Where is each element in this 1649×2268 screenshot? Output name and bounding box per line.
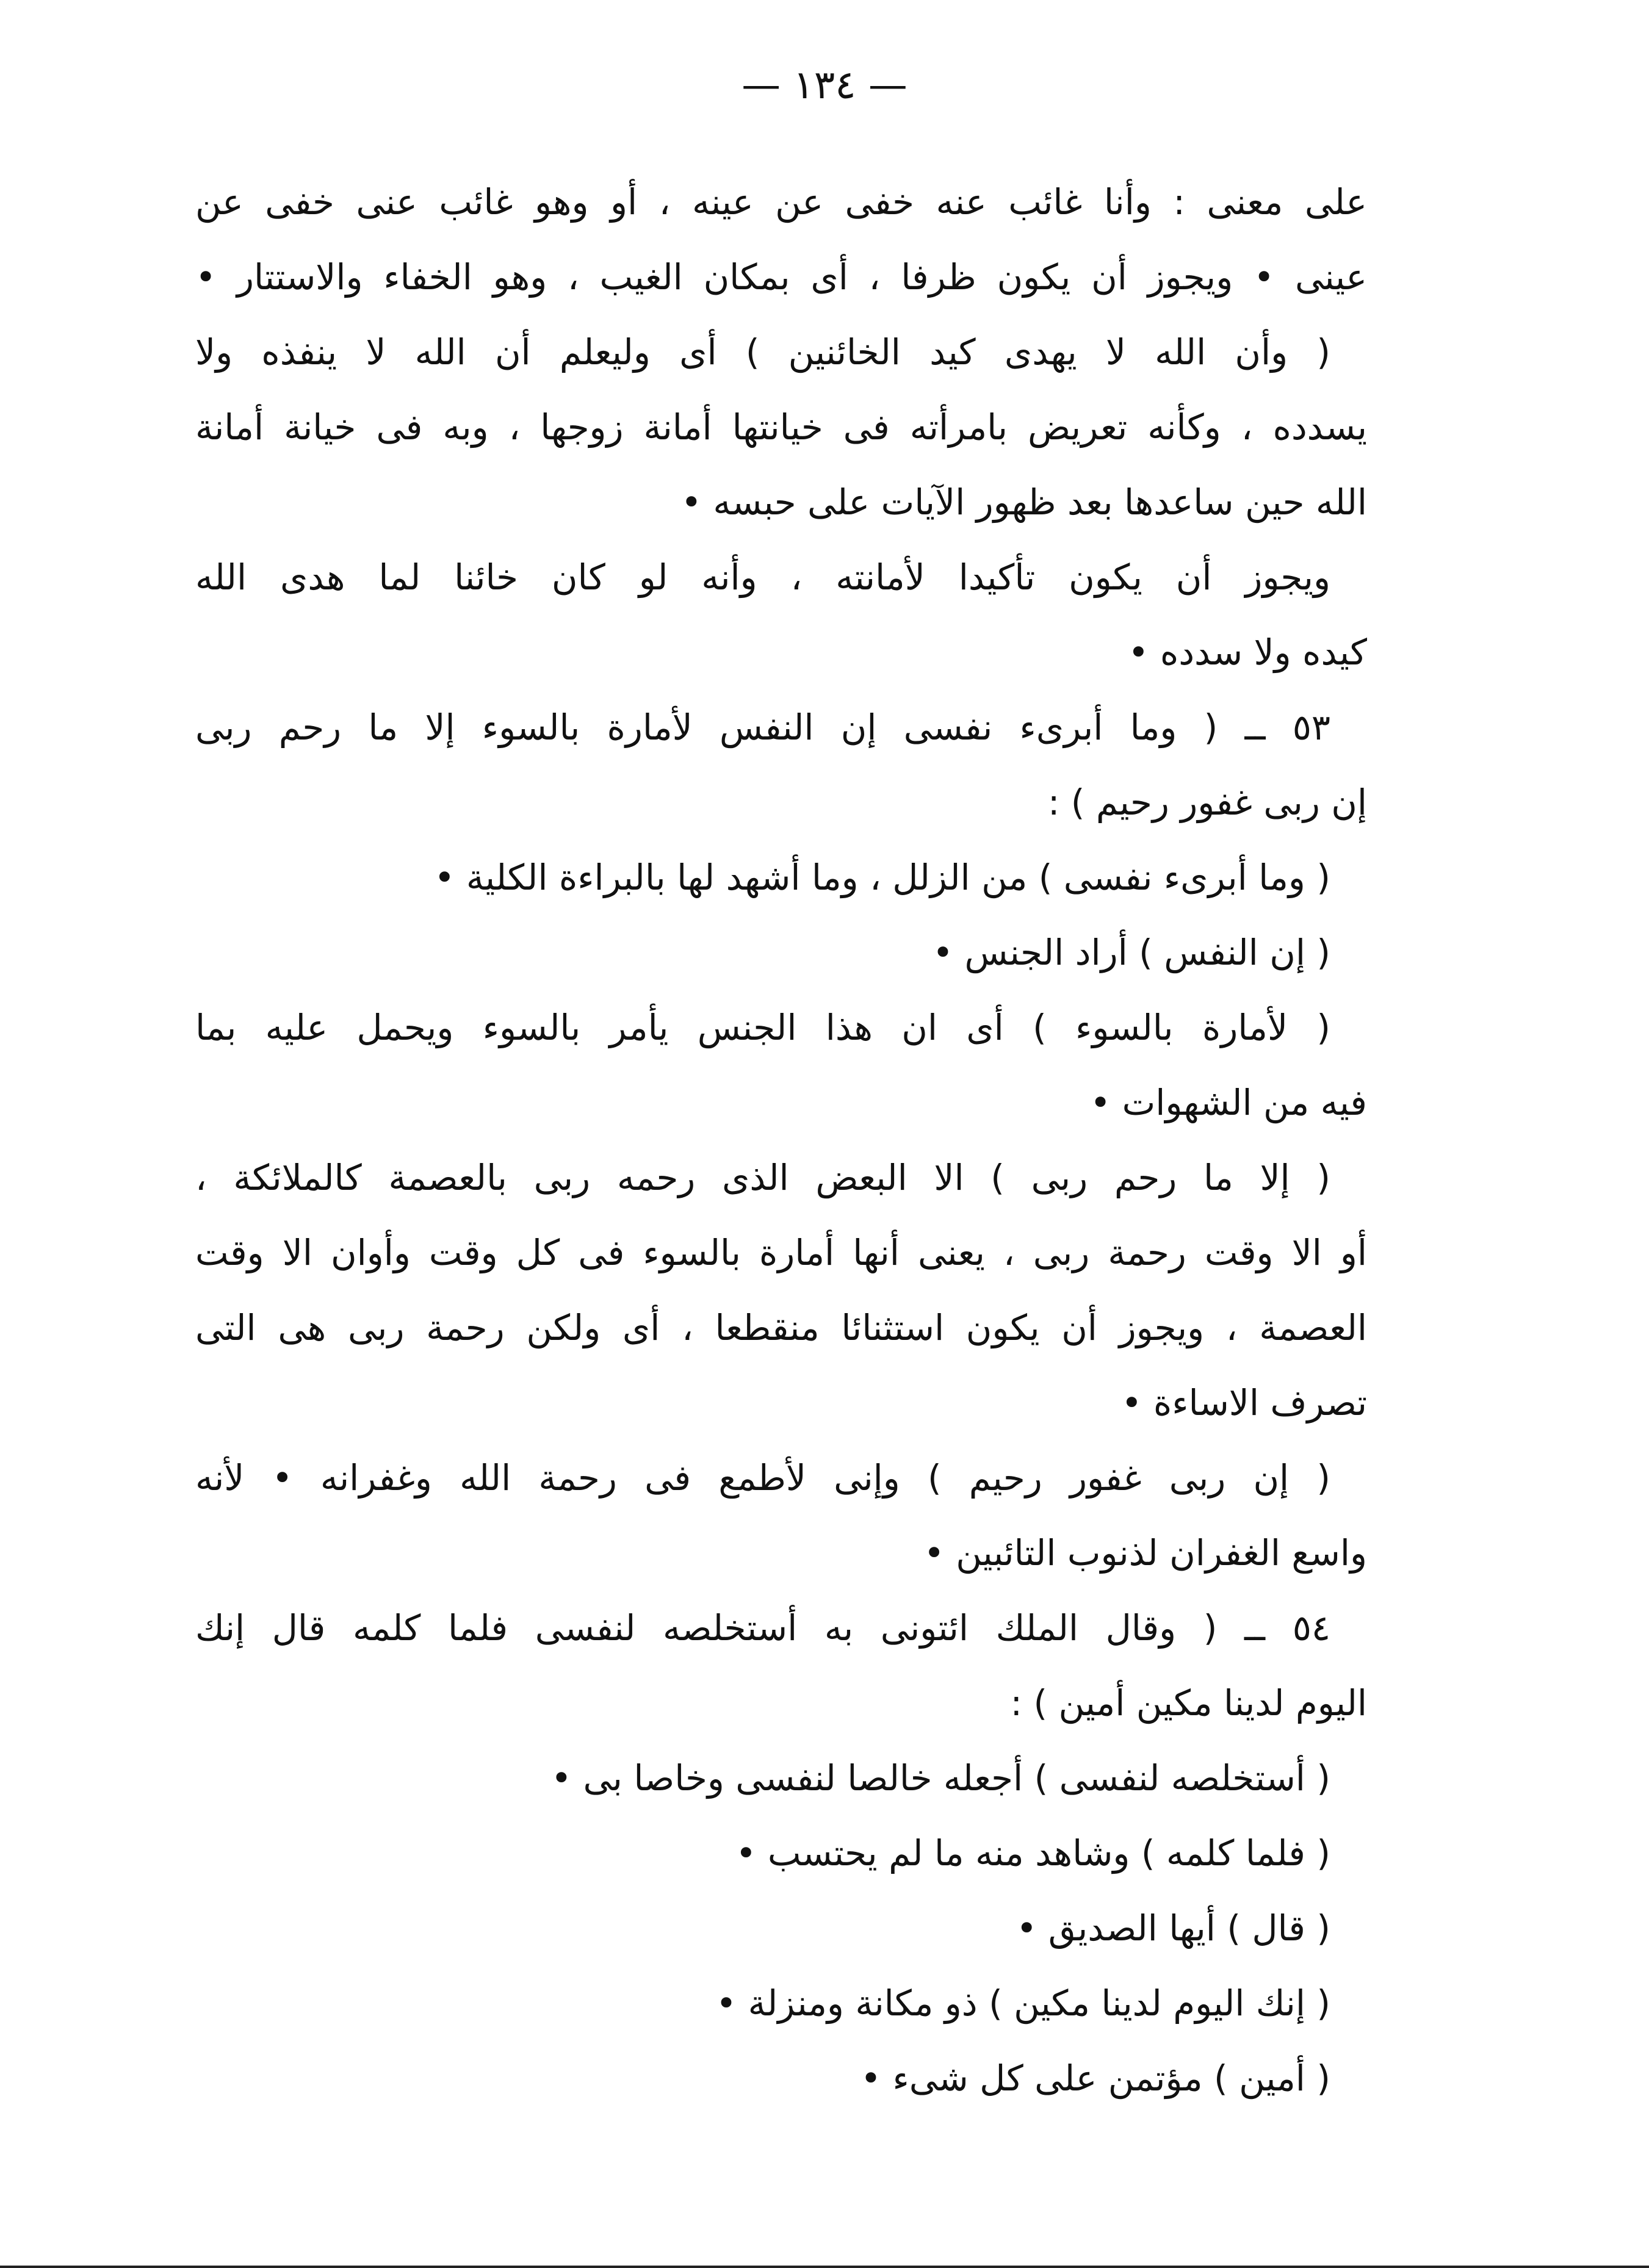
text-line: الله حين ساعدها بعد ظهور الآيات على حبسه • [680, 481, 1367, 523]
page-number: — ١٣٤ — [742, 63, 907, 108]
text-line: ( أمين ) مؤتمن على كل شىء • [860, 2057, 1330, 2099]
text-line: ويجوز أن يكون تأكيدا لأمانته ، وأنه لو كان خائنا لما هدى الله [195, 556, 1330, 598]
text-line: ٥٣ ــ ( وما أبرىء نفسى إن النفس لأمارة بالسوء إلا ما رحم ربى [195, 707, 1330, 748]
text-line: ( إن ربى غفور رحيم ) وإنى لأطمع فى رحمة الله وغفرانه • لأنه [195, 1457, 1330, 1499]
text-line: واسع الغفران لذنوب التائبين • [923, 1532, 1367, 1574]
page-body [195, 165, 1367, 2116]
text-line: يسدده ، وكأنه تعريض بامرأته فى خيانتها أمانة زوجها ، وبه فى خيانة أمانة [195, 406, 1367, 448]
page-bottom-border [0, 2266, 1649, 2268]
text-line: ( وما أبرىء نفسى ) من الزلل ، وما أشهد لها بالبراءة الكلية • [434, 857, 1330, 898]
text-line: ( إلا ما رحم ربى ) الا البعض الذى رحمه ربى بالعصمة كالملائكة ، [195, 1157, 1330, 1198]
text-line: فيه من الشهوات • [1089, 1082, 1367, 1123]
text-line: كيده ولا سدده • [1128, 632, 1367, 673]
text-line: اليوم لدينا مكين أمين ) : [1010, 1682, 1367, 1724]
text-line: أو الا وقت رحمة ربى ، يعنى أنها أمارة بالسوء فى كل وقت وأوان الا وقت [195, 1232, 1367, 1273]
text-line: إن ربى غفور رحيم ) : [1047, 782, 1367, 823]
text-line: ( إن النفس ) أراد الجنس • [932, 932, 1330, 973]
text-line: عينى • ويجوز أن يكون ظرفا ، أى بمكان الغيب ، وهو الخفاء والاستتار • [195, 256, 1367, 298]
text-line: العصمة ، ويجوز أن يكون استثنائا منقطعا ، أى ولكن رحمة ربى هى التى [195, 1307, 1367, 1348]
text-line: ( أستخلصه لنفسى ) أجعله خالصا لنفسى وخاصا بى • [550, 1757, 1330, 1799]
text-line: على معنى : وأنا غائب عنه خفى عن عينه ، أو وهو غائب عنى خفى عن [195, 181, 1367, 223]
text-line: ( إنك اليوم لدينا مكين ) ذو مكانة ومنزلة • [715, 1982, 1330, 2024]
text-line: ( قال ) أيها الصديق • [1016, 1907, 1330, 1949]
text-line: ( وأن الله لا يهدى كيد الخائنين ) أى وليعلم أن الله لا ينفذه ولا [195, 331, 1330, 373]
text-line: ( لأمارة بالسوء ) أى ان هذا الجنس يأمر بالسوء ويحمل عليه بما [195, 1007, 1330, 1048]
text-line: تصرف الاساءة • [1121, 1382, 1367, 1424]
text-line: ٥٤ ــ ( وقال الملك ائتونى به أستخلصه لنفسى فلما كلمه قال إنك [195, 1607, 1330, 1649]
text-line: ( فلما كلمه ) وشاهد منه ما لم يحتسب • [735, 1832, 1330, 1874]
